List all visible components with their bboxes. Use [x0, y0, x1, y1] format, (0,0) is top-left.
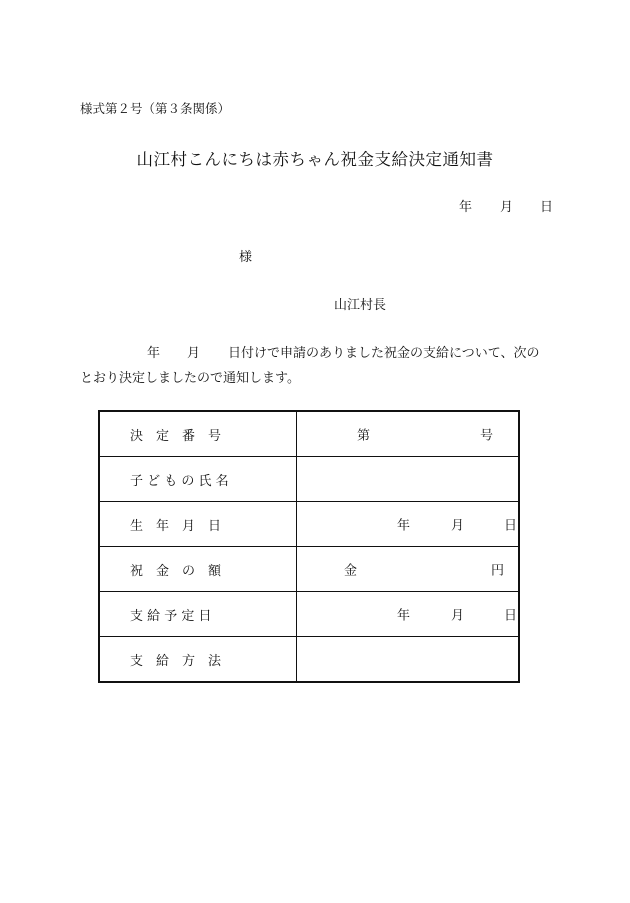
- issue-date-year: 年: [459, 200, 473, 215]
- document-title: 山江村こんにちは赤ちゃん祝金支給決定通知書: [136, 150, 494, 169]
- payment-date-day: 日: [504, 608, 518, 624]
- body-month: 月: [187, 346, 201, 361]
- body-line-2: とおり決定しましたので通知します。: [80, 371, 300, 386]
- label-birth-date: 生 年 月 日: [99, 502, 297, 547]
- table-row-amount: [99, 547, 519, 592]
- decision-number-suffix: 号: [480, 428, 494, 444]
- table-row-payment-method: [99, 637, 519, 683]
- birth-date-month: 月: [451, 518, 465, 534]
- payment-date-month: 月: [451, 608, 465, 624]
- label-payment-method: 支 給 方 法: [99, 637, 297, 683]
- value-birth-date: [297, 502, 520, 547]
- amount-prefix: 金: [344, 563, 358, 579]
- birth-date-year: 年: [397, 518, 411, 534]
- value-amount: [297, 547, 520, 592]
- table-row-payment-date: [99, 592, 519, 637]
- body-year: 年: [147, 346, 161, 361]
- value-child-name: [297, 457, 520, 502]
- value-payment-date: [297, 592, 520, 637]
- body-line-1: 日付けで申請のありました祝金の支給について、次の: [228, 346, 540, 361]
- label-decision-number: 決 定 番 号: [99, 411, 297, 457]
- decision-number-prefix: 第: [357, 428, 371, 444]
- sender-name: 山江村長: [334, 298, 387, 313]
- value-decision-number: [297, 411, 520, 457]
- label-payment-date: 支 給 予 定 日: [99, 592, 297, 637]
- label-child-name: 子 ど も の 氏 名: [99, 457, 297, 502]
- issue-date-month: 月: [500, 200, 514, 215]
- form-number: 様式第２号（第３条関係）: [80, 101, 231, 116]
- label-amount: 祝 金 の 額: [99, 547, 297, 592]
- table-row-decision-number: [99, 411, 519, 457]
- amount-yen: 円: [491, 563, 505, 579]
- value-payment-method: [297, 637, 520, 683]
- decision-table: [98, 410, 520, 683]
- payment-date-year: 年: [397, 608, 411, 624]
- birth-date-day: 日: [504, 518, 518, 534]
- table-row-birth-date: [99, 502, 519, 547]
- table-row-child-name: [99, 457, 519, 502]
- addressee-honorific: 様: [239, 250, 253, 265]
- issue-date-day: 日: [540, 200, 554, 215]
